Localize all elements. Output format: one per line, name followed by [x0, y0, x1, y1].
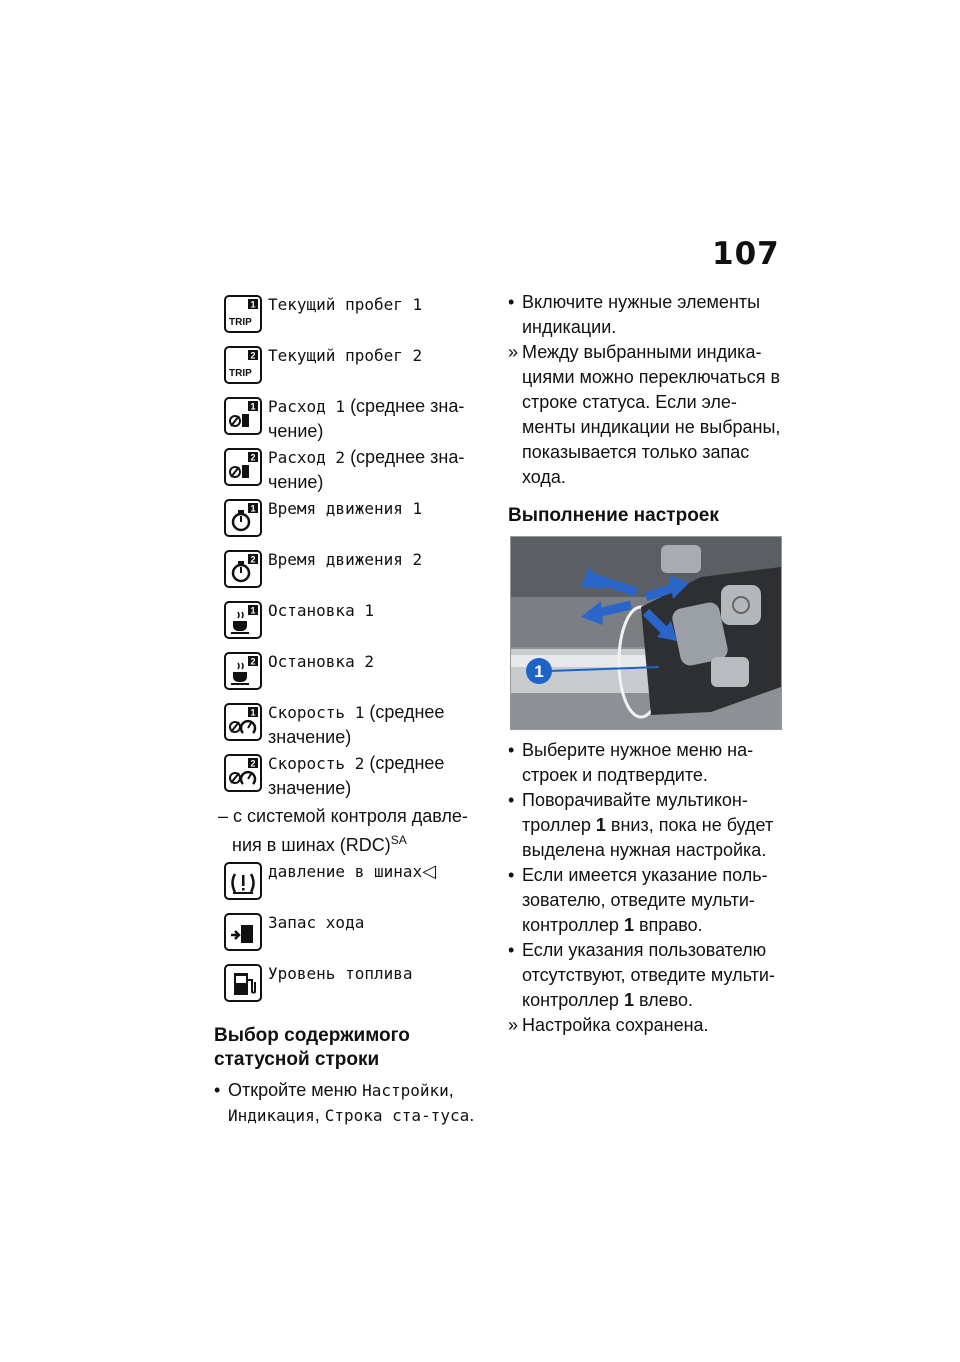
indicator-name: Расход 1	[268, 397, 346, 416]
stop2-icon	[224, 652, 262, 690]
open-menu-step	[214, 1078, 490, 1128]
step-text: Откройте меню	[228, 1080, 363, 1100]
consumption2-icon	[224, 448, 262, 486]
indicator-label	[268, 961, 498, 986]
right-column	[508, 290, 788, 1038]
indicator-label	[268, 496, 498, 521]
controller-illustration	[511, 537, 781, 729]
svg-text:TRIP: TRIP	[229, 317, 252, 328]
indicator-label	[268, 394, 498, 443]
instructions-top	[508, 290, 788, 490]
indicator-label	[268, 547, 498, 572]
range-icon	[224, 913, 262, 951]
instruction-item	[508, 340, 788, 490]
instructions-bottom	[508, 738, 788, 1038]
item-text: Поворачивайте мультикон-троллер	[522, 790, 748, 835]
indicator-name: Время движения 1	[268, 499, 423, 518]
indicator-name: Время движения 2	[268, 550, 423, 569]
controller-ref: 1	[623, 990, 634, 1010]
indicator-name: Остановка 1	[268, 601, 374, 620]
instruction-item	[508, 788, 788, 863]
controller-ref: 1	[623, 915, 634, 935]
indicator-note: ◁	[422, 861, 436, 881]
indicator-label	[268, 445, 498, 494]
svg-text:2: 2	[250, 452, 256, 463]
indicator-row	[214, 596, 490, 647]
controller-ref: 1	[595, 815, 606, 835]
indicator-name: давление в шинах	[268, 862, 423, 881]
item-text: Настройка сохранена.	[522, 1015, 709, 1035]
indicator-note: (среднее зна-чение)	[268, 447, 465, 492]
callout-number: 1	[534, 662, 544, 681]
indicator-name: Текущий пробег 1	[268, 295, 423, 314]
indicator-name: Текущий пробег 2	[268, 346, 423, 365]
instruction-item	[508, 938, 788, 1013]
svg-text:1: 1	[250, 401, 256, 412]
rdc-note	[214, 804, 490, 857]
menu-status-line: Строка ста-туса	[324, 1106, 470, 1125]
item-text: Если указания пользователю отсутствуют, отведите мульти-контроллер	[522, 940, 775, 1010]
indicator-row	[214, 443, 490, 494]
item-text: Между выбранными индика-циями можно переключаться в строке статуса. Если эле-менты индикации не выбраны, показывается только запас хода.	[522, 342, 781, 487]
svg-text:1: 1	[250, 299, 256, 310]
bullet-marker: •	[214, 1080, 221, 1100]
item-text: Выберите нужное меню на-строек и подтвердите.	[522, 740, 754, 785]
indicator-row	[214, 698, 490, 749]
handlebar-controller-photo	[510, 536, 782, 730]
indicator-label	[268, 598, 498, 623]
indicator-label	[268, 910, 498, 935]
indicator-label	[268, 751, 498, 800]
menu-settings: Настройки	[362, 1081, 449, 1100]
section-heading-status-line: Выбор содержимого статусной строки	[214, 1025, 410, 1070]
svg-text:TRIP: TRIP	[229, 368, 252, 379]
instruction-item	[508, 738, 788, 788]
indicator-row	[214, 494, 490, 545]
item-text: вправо.	[633, 915, 703, 935]
item-marker: •	[508, 790, 515, 810]
item-text: влево.	[633, 990, 693, 1010]
period: .	[469, 1105, 475, 1125]
tire-pressure-icon	[224, 862, 262, 900]
riding-time1-icon	[224, 499, 262, 537]
indicator-note: (среднее значение)	[268, 702, 445, 747]
instruction-item	[508, 863, 788, 938]
item-text: Включите нужные элементы индикации.	[522, 292, 761, 337]
indicator-label	[268, 859, 498, 884]
indicator-row	[214, 647, 490, 698]
riding-time2-icon	[224, 550, 262, 588]
indicator-note: (среднее значение)	[268, 753, 445, 798]
indicator-row	[214, 857, 490, 908]
indicator-list-rdc	[214, 857, 490, 1010]
trip2-icon	[224, 346, 262, 384]
indicator-name: Остановка 2	[268, 652, 374, 671]
indicator-row	[214, 290, 490, 341]
fuel-level-icon	[224, 964, 262, 1002]
item-marker: •	[508, 865, 515, 885]
indicator-label	[268, 700, 498, 749]
indicator-name: Расход 2	[268, 448, 346, 467]
menu-display: Индикация	[228, 1106, 315, 1125]
rdc-note-text: с системой контроля давле-ния в шинах (RDC)	[232, 806, 468, 855]
dash-marker: –	[218, 806, 234, 826]
svg-text:2: 2	[250, 350, 256, 361]
stop1-icon	[224, 601, 262, 639]
indicator-row	[214, 959, 490, 1010]
svg-text:1: 1	[250, 707, 256, 718]
indicator-name: Скорость 2	[268, 754, 365, 773]
item-text: вниз, пока не будет выделена нужная настройка.	[522, 815, 774, 860]
indicator-name: Уровень топлива	[268, 964, 413, 983]
item-marker: •	[508, 292, 515, 312]
speed2-icon	[224, 754, 262, 792]
page-number: 107	[712, 236, 780, 272]
item-marker: •	[508, 740, 515, 760]
item-marker: •	[508, 940, 515, 960]
item-marker: »	[508, 342, 519, 362]
sep: ,	[314, 1105, 325, 1125]
instruction-item	[508, 1013, 788, 1038]
indicator-list	[214, 290, 490, 800]
indicator-row	[214, 341, 490, 392]
speed1-icon	[224, 703, 262, 741]
indicator-row	[214, 392, 490, 443]
indicator-label	[268, 343, 498, 368]
indicator-row	[214, 749, 490, 800]
left-column	[214, 290, 490, 1128]
indicator-note: (среднее зна-чение)	[268, 396, 465, 441]
indicator-row	[214, 545, 490, 596]
section-heading-settings: Выполнение настроек	[508, 505, 719, 526]
consumption1-icon	[224, 397, 262, 435]
indicator-label	[268, 649, 498, 674]
svg-text:2: 2	[250, 554, 256, 565]
item-text: Если имеется указание поль-зователю, отведите мульти-контроллер	[522, 865, 768, 935]
svg-text:1: 1	[250, 503, 256, 514]
indicator-name: Запас хода	[268, 913, 365, 932]
indicator-name: Скорость 1	[268, 703, 365, 722]
instruction-item	[508, 290, 788, 340]
svg-text:1: 1	[250, 605, 256, 616]
indicator-row	[214, 908, 490, 959]
item-marker: »	[508, 1015, 519, 1035]
indicator-label	[268, 292, 498, 317]
sep: ,	[448, 1080, 454, 1100]
svg-text:2: 2	[250, 758, 256, 769]
svg-text:2: 2	[250, 656, 256, 667]
sa-superscript: SA	[390, 833, 407, 847]
trip1-icon	[224, 295, 262, 333]
